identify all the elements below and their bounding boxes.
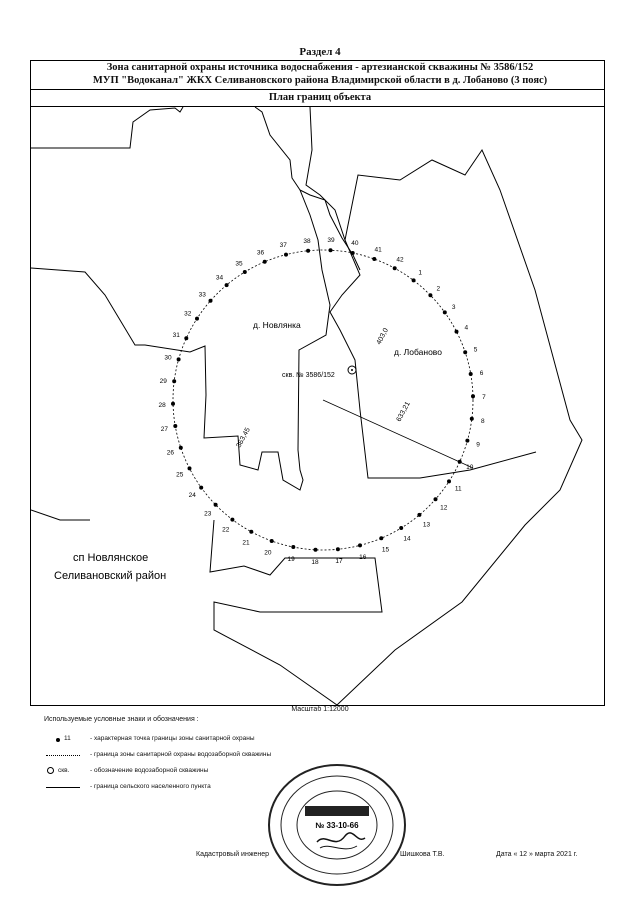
boundary-point-28 — [171, 402, 175, 406]
boundary-point-label-5: 5 — [473, 346, 478, 354]
boundary-point-label-16: 16 — [359, 554, 367, 561]
boundary-point-37 — [284, 253, 288, 257]
distance-363: 363,45 — [235, 426, 252, 449]
boundary-point-35 — [243, 270, 247, 274]
distance-403: 403,0 — [375, 327, 390, 346]
section-title: Раздел 4 — [299, 46, 341, 58]
boundary-point-3 — [443, 310, 447, 314]
boundary-point-label-9: 9 — [476, 441, 480, 449]
boundary-point-label-38: 38 — [303, 237, 311, 245]
boundary-point-label-17: 17 — [335, 558, 343, 566]
novlyanka-boundary — [31, 107, 330, 490]
boundary-point-label-6: 6 — [479, 370, 484, 377]
boundary-point-40 — [351, 251, 355, 255]
boundary-point-24 — [199, 486, 203, 490]
legend-settlement-line — [46, 787, 80, 788]
boundary-point-label-11: 11 — [454, 485, 462, 493]
boundary-point-label-32: 32 — [184, 310, 192, 318]
boundary-point-label-25: 25 — [176, 471, 184, 479]
boundary-point-label-23: 23 — [204, 510, 212, 518]
boundary-point-label-19: 19 — [287, 555, 295, 563]
lobanovo-boundary — [306, 107, 582, 705]
boundary-point-13 — [417, 513, 421, 517]
legend-item-point: - характерная точка границы зоны санитарной охраны — [90, 735, 255, 742]
boundary-point-6 — [469, 372, 473, 376]
boundary-point-label-14: 14 — [403, 535, 411, 543]
point-labels — [158, 237, 486, 566]
boundary-point-label-42: 42 — [396, 256, 404, 264]
engineer-stamp — [265, 760, 410, 890]
boundary-point-21 — [249, 530, 253, 534]
legend-well-label: скв. — [58, 767, 70, 774]
boundary-point-14 — [399, 526, 403, 530]
boundary-point-label-29: 29 — [159, 378, 167, 385]
settlement-label: сп Новлянское — [73, 552, 149, 564]
legend-point-symbol — [56, 738, 60, 742]
boundary-point-4 — [455, 330, 459, 334]
document-title-line1: Зона санитарной охраны источника водоснабжения - артезианской скважины № 3586/152 — [106, 62, 534, 73]
boundary-point-27 — [173, 424, 177, 428]
lower-land-boundary — [210, 520, 382, 705]
boundary-point-34 — [225, 283, 229, 287]
boundary-point-label-7: 7 — [482, 394, 486, 401]
boundary-point-5 — [463, 350, 467, 354]
boundary-point-18 — [314, 548, 318, 552]
boundary-point-label-27: 27 — [160, 426, 169, 433]
district-label: Селивановский район — [54, 570, 167, 582]
boundary-point-39 — [329, 248, 333, 252]
boundary-point-label-22: 22 — [222, 526, 230, 534]
place-lobanovo: д. Лобаново — [394, 347, 442, 357]
boundary-point-label-20: 20 — [264, 549, 272, 557]
well-label: скв. № 3586/152 — [282, 372, 335, 379]
boundary-point-17 — [336, 547, 340, 551]
boundary-point-label-37: 37 — [279, 242, 287, 249]
plan-title: План границ объекта — [268, 92, 372, 103]
boundary-point-label-40: 40 — [351, 240, 359, 248]
boundary-point-label-33: 33 — [198, 291, 206, 299]
boundary-point-38 — [306, 249, 310, 253]
boundary-point-label-28: 28 — [158, 402, 166, 409]
boundary-point-7 — [471, 394, 475, 398]
boundary-point-30 — [177, 357, 181, 361]
boundary-point-label-10: 10 — [466, 464, 474, 472]
boundary-point-19 — [291, 545, 295, 549]
boundary-point-12 — [434, 497, 438, 501]
scale-label: Масштаб 1:12000 — [291, 706, 349, 713]
boundary-point-8 — [470, 417, 474, 421]
boundary-point-10 — [458, 460, 462, 464]
legend-item-settlement: - граница сельского населенного пункта — [90, 783, 211, 790]
boundary-point-2 — [428, 293, 432, 297]
engineer-name: Шишкова Т.В. — [400, 851, 445, 858]
boundary-point-29 — [172, 379, 176, 383]
boundary-point-label-36: 36 — [256, 249, 265, 257]
legend-zone-line — [46, 755, 80, 756]
boundary-point-label-12: 12 — [440, 504, 448, 512]
boundary-point-label-35: 35 — [235, 260, 243, 268]
boundary-point-label-13: 13 — [422, 521, 431, 529]
boundary-point-20 — [270, 539, 274, 543]
boundary-point-11 — [447, 479, 451, 483]
boundary-point-31 — [184, 336, 188, 340]
boundary-point-1 — [412, 278, 416, 282]
boundary-point-label-34: 34 — [215, 274, 224, 282]
boundary-point-label-41: 41 — [374, 246, 382, 254]
stamp-number: № 33-10-66 — [315, 821, 359, 830]
document-title-line2: МУП "Водоканал" ЖКХ Селивановского района Владимирской области в д. Лобаново (3 пояс) — [92, 75, 548, 86]
legend-title: Используемые условные знаки и обозначения : — [44, 716, 199, 723]
boundary-point-label-8: 8 — [480, 418, 485, 425]
engineer-label: Кадастровый инженер — [196, 851, 270, 858]
legend-well-symbol — [47, 767, 54, 774]
boundary-point-15 — [379, 536, 383, 540]
boundary-point-label-15: 15 — [381, 546, 390, 554]
legend-item-well: - обозначение водозаборной скважины — [90, 767, 209, 774]
distance-633: 633,21 — [395, 400, 412, 423]
boundary-point-label-30: 30 — [164, 354, 172, 362]
boundary-point-36 — [263, 260, 267, 264]
boundary-point-32 — [195, 317, 199, 321]
boundary-point-42 — [393, 266, 397, 270]
place-novlyanka: д. Новлянка — [253, 320, 301, 330]
boundary-point-label-31: 31 — [172, 331, 180, 339]
boundary-point-label-18: 18 — [311, 558, 319, 566]
boundary-point-label-2: 2 — [436, 285, 441, 293]
boundary-point-26 — [179, 446, 183, 450]
boundary-point-16 — [358, 543, 362, 547]
boundary-point-label-39: 39 — [327, 237, 335, 245]
boundary-point-label-1: 1 — [418, 269, 423, 277]
signature-date: Дата « 12 » марта 2021 г. — [496, 851, 578, 858]
boundary-point-9 — [465, 439, 469, 443]
boundary-point-label-26: 26 — [166, 449, 175, 457]
legend-point-number: 11 — [64, 735, 71, 742]
boundary-point-label-21: 21 — [242, 539, 250, 547]
boundary-point-41 — [372, 257, 376, 261]
boundary-point-23 — [214, 503, 218, 507]
boundary-point-label-3: 3 — [451, 304, 456, 311]
boundary-point-25 — [188, 466, 192, 470]
boundary-point-22 — [230, 518, 234, 522]
boundary-point-label-4: 4 — [464, 324, 469, 332]
boundary-point-label-24: 24 — [188, 492, 196, 499]
boundary-point-33 — [209, 299, 213, 303]
legend-item-zone: - граница зоны санитарной охраны водозаборной скважины — [90, 751, 272, 758]
